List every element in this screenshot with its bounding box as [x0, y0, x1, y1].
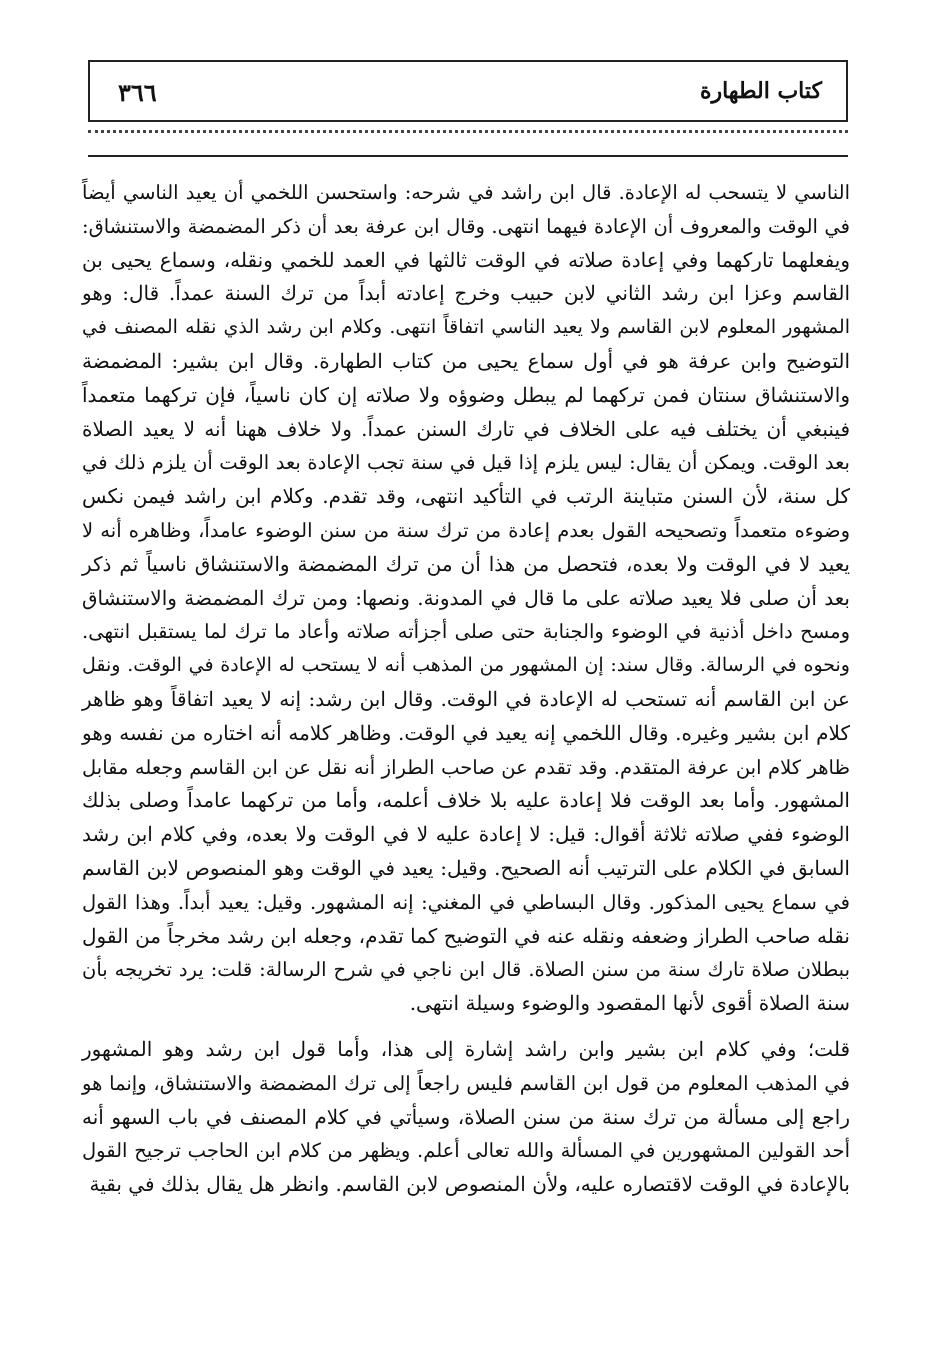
text-line: ويفعلهما تاركهما وفي إعادة صلاته في الوقت ثالثها في العمد للخمي ونقله، وسماع يحيى بن	[82, 247, 850, 272]
text-line: ببطلان صلاة تارك سنة من سنن الصلاة. قال ابن ناجي في شرح الرسالة: قلت: يرد تخريجه بأن	[82, 958, 850, 982]
page-header	[88, 60, 848, 122]
text-line: سنة الصلاة أقوى لأنها المقصود والوضوء وسيلة انتهى.	[409, 991, 850, 1016]
text-line: الناسي لا يتسحب له الإعادة. قال ابن راشد في شرحه: واستحسن اللخمي أن يعيد الناسي أيضاً	[82, 181, 850, 204]
dotted-divider	[88, 130, 848, 133]
text-line: قلت؛ وفي كلام ابن بشير وابن راشد إشارة إلى هذا، وأما قول ابن رشد وهو المشهور	[82, 1036, 850, 1061]
text-line: في المذهب المعلوم من قول ابن القاسم فليس راجعاً إلى ترك المضمضة والاستنشاق، وإنما هو	[82, 1071, 850, 1095]
text-line: راجع إلى مسألة من ترك سنة من سنن الصلاة، وسيأتي في كلام المصنف في باب السهو أنه	[82, 1104, 850, 1129]
text-line: كلام ابن بشير وغيره. وقال اللخمي إنه يعيد في الوقت. وظاهر كلامه أنه اختاره من نفسه وهو	[82, 720, 850, 745]
paragraph-gap	[82, 1021, 850, 1033]
text-line: بعد أن صلى فلا يعيد صلاته على ما قال في المدونة. ونصها: ومن ترك المضمضة والاستنشاق	[82, 585, 850, 610]
text-line: وضوءه متعمداً وتصحيحه القول بعدم إعادة من ترك سنة من سنن الوضوء عامداً، وظاهره أنه لا	[82, 518, 850, 542]
text-line: التوضيح وابن عرفة هو في أول سماع يحيى من كتاب الطهارة. وقال ابن بشير: المضمضة	[82, 348, 850, 373]
text-line: كل سنة، لأن السنن متباينة الرتب في التأكيد انتهى، وقد تقدم. وكلام ابن راشد فيمن نكس	[82, 484, 850, 509]
text-line: ومسح داخل أذنية في الوضوء والجنابة حتى صلى أجزأته صلاته وأعاد ما ترك لما يستقبل انتهى.	[82, 620, 850, 644]
text-line: بالإعادة في الوقت لاقتصاره عليه، ولأن المنصوص لابن القاسم. وانظر هل يقال بذلك في بقية	[89, 1172, 850, 1197]
text-line: أحد القولين المشهورين في المسألة والله تعالى أعلم. ويظهر من كلام ابن الحاجب ترجيح القول	[82, 1139, 850, 1163]
text-line: فينبغي أن يختلف فيه على الخلاف في تارك السنن عمداً. ولا خلاف ههنا أنه لا يعيد الصلاة	[82, 416, 850, 441]
text-line: بعد الوقت. ويمكن أن يقال: ليس يلزم إذا قيل في سنة تجب الإعادة بعد الوقت أن يلزم ذلك في	[82, 451, 850, 475]
text-line: نقله صاحب الطراز وضعفه ونقله عنه في التوضيح كما تقدم، وجعله ابن رشد مخرجاً من القول	[82, 923, 850, 948]
paragraph	[82, 1033, 850, 1202]
body-text	[82, 176, 850, 1202]
text-line: في الوقت والمعروف أن الإعادة فيهما انتهى. وقال ابن عرفة بعد أن ذكر المضمضة والاستنشاق:	[82, 214, 850, 238]
text-line: القاسم وعزا ابن رشد الثاني لابن حبيب وخرج إعادته أبداً من ترك السنة عمداً. قال: وهو	[82, 281, 850, 306]
text-line: والاستنشاق سنتان فمن تركهما لم يبطل وضوؤه ولا صلاته إن كان ناسياً، فإن تركهما متعمداً	[82, 382, 850, 407]
text-line: في سماع يحيى المذكور. وقال البساطي في المغني: إنه المشهور. وقيل: يعيد أبداً. وهذا القول	[82, 890, 850, 914]
text-line: ظاهر كلام ابن عرفة المتقدم. وقد تقدم عن صاحب الطراز أنه نقل عن ابن القاسم وجعله مقابل	[82, 755, 850, 779]
book-title: كتاب الطهارة	[699, 78, 822, 104]
solid-divider	[88, 155, 848, 157]
text-line: ونحوه في الرسالة. وقال سند: إن المشهور من المذهب أنه لا يستحب له الإعادة في الوقت. ونقل	[82, 654, 850, 677]
text-line: المشهور المعلوم لابن القاسم ولا يعيد الناسي اتفاقاً انتهى. وكلام ابن رشد الذي نقله المصنف في	[82, 316, 850, 339]
text-line: الوضوء ففي صلاته ثلاثة أقوال: قيل: لا إعادة عليه لا في الوقت ولا بعده، وفي كلام ابن رشد	[82, 822, 850, 847]
page-number: ٣٦٦	[118, 78, 157, 107]
paragraph	[82, 176, 850, 1021]
text-line: يعيد لا في الوقت ولا بعده، فتحصل من هذا أن من ترك المضمضة والاستنشاق ناسياً ثم ذكر	[82, 551, 850, 576]
text-line: السابق في الكلام على الترتيب أنه الصحيح. وقيل: يعيد في الوقت وهو المنصوص لابن القاسم	[82, 855, 850, 880]
text-line: عن ابن القاسم أنه تستحب له الإعادة في الوقت. وقال ابن رشد: إنه لا يعيد اتفاقاً وهو ظاهر	[82, 686, 850, 711]
text-line: المشهور. وأما بعد الوقت فلا إعادة عليه بلا خلاف أعلمه، وأما من تركهما عامداً وصلى بذلك	[82, 788, 850, 813]
